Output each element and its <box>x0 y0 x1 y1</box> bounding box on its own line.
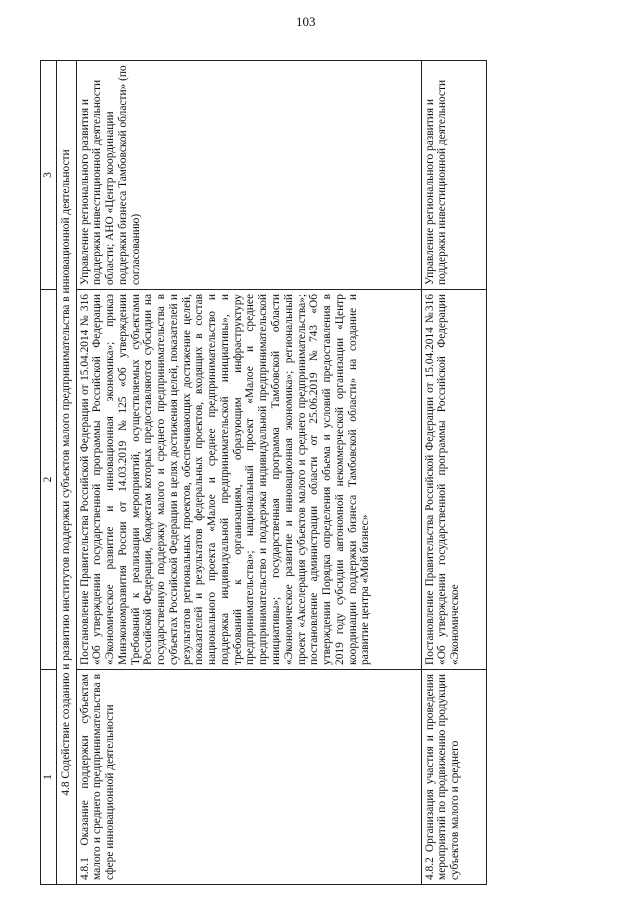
rotated-table-container <box>40 60 580 885</box>
table-row <box>76 61 421 885</box>
row-1-responsible: Управление регионального развития и поддержки инвестиционной деятельности области; АНО «Центр координации поддержки бизнеса Тамбовской области» (по согласованию) <box>76 61 421 290</box>
section-row <box>56 61 76 885</box>
programs-table <box>40 60 487 885</box>
section-title: 4.8 Содействие созданию и развитию институтов поддержки субъектов малого предпринимательства в инновационной деятельности <box>56 61 76 885</box>
row-2-responsible: Управление регионального развития и поддержки инвестиционной деятельности <box>421 61 486 290</box>
page-number: 103 <box>296 14 316 29</box>
header-col-2: 2 <box>41 290 57 670</box>
row-1-measure: 4.8.1 Оказание поддержки субъектам малого и среднего предпринимательства в сфере инновационной деятельности <box>76 670 421 885</box>
header-col-1: 1 <box>41 670 57 885</box>
header-col-3: 3 <box>41 61 57 290</box>
row-1-legal-basis: Постановление Правительства Российской Федерации от 15.04.2014 № 316 «Об утверждении государственной программы Российской Федерации «Экономическое развитие и инновационная экономика»; приказ Минэкономразвития России от 14.03.2019 №125 «Об утверждении Требований к реализации мероприятий, осуществляемых субъектами Российской Федерации, бюджетам которых предоставляются субсидии на государственную поддержку малого и среднего предпринимательства в субъектах Российской Федерации в целях достижения целей, показателей и результатов региональных проектов, обеспечивающих достижение целей, показателей и результатов федеральных проектов, входящих в состав национального проекта «Малое и среднее предпринимательство и поддержка индивидуальной предпринимательской инициативы», и требований к организациям, образующим инфраструктуру предпринимательства»; национальный проект «Малое и среднее предпринимательство и поддержка индивидуальной предпринимательской инициативы»; государственная программа Тамбовской области «Экономическое развитие и инновационная экономика»; региональный проект «Акселерация субъектов малого и среднего предпринимательства»; постановление администрации области от 25.06.2019 №743 «Об утверждении Порядка определения объема и условий предоставления в 2019 году субсидии автономной некоммерческой организации «Центр координации поддержки бизнеса Тамбовской области» на создание и развитие центра «Мой бизнес» <box>76 290 421 670</box>
row-2-legal-basis: Постановление Правительства Российской Федерации от 15.04.2014 №316 «Об утверждении государственной программы Российской Федерации «Экономическое <box>421 290 486 670</box>
row-2-measure: 4.8.2 Организация участия и проведения мероприятий по продвижению продукции субъектов малого и среднего <box>421 670 486 885</box>
header-row <box>41 61 57 885</box>
table-row <box>421 61 486 885</box>
